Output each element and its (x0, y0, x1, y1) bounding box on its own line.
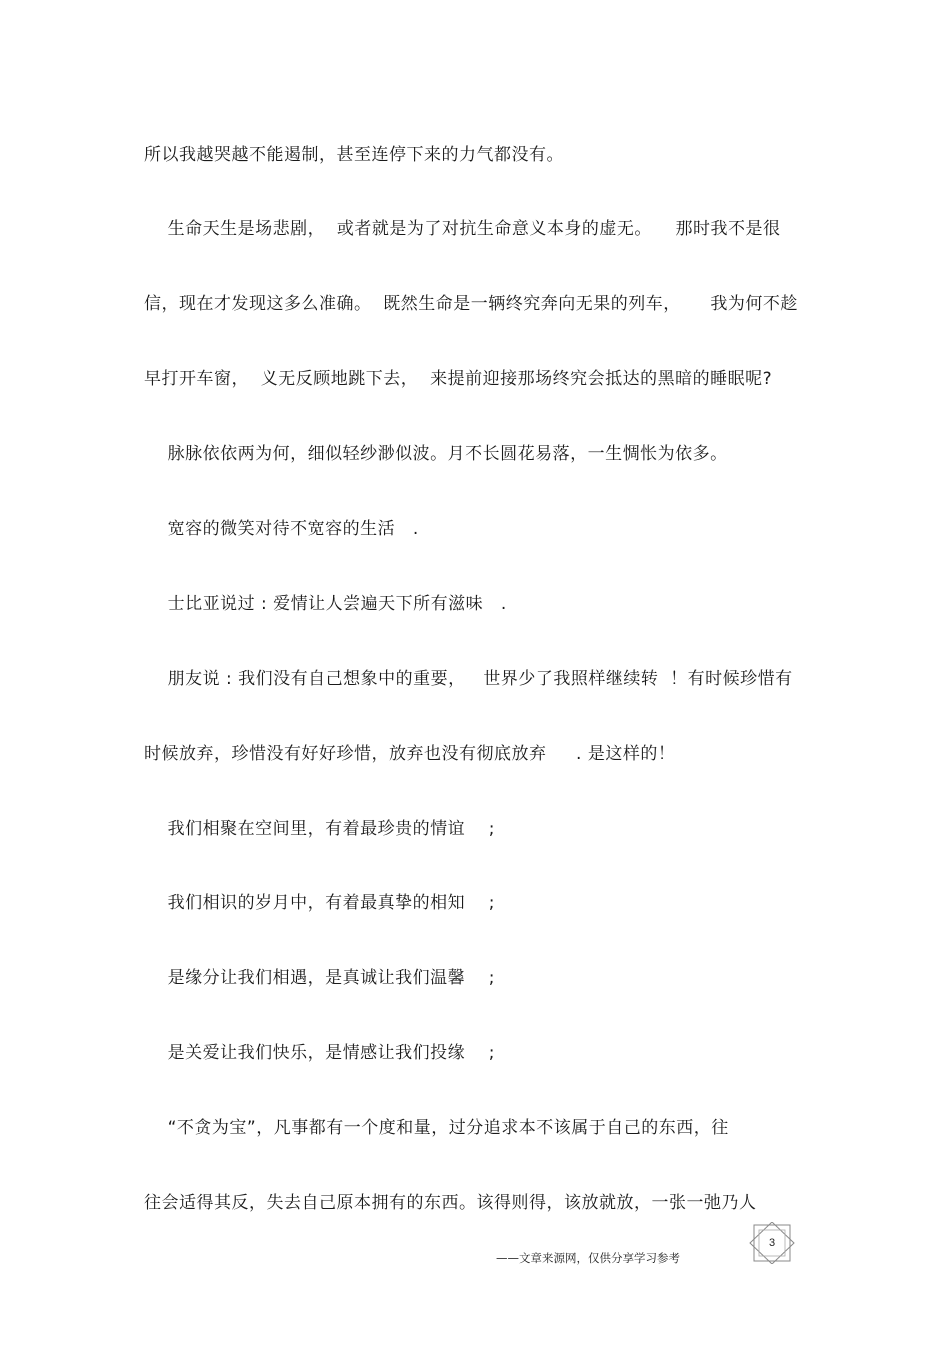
text-line-12: 是缘分让我们相遇，是真诚让我们温馨 ; (144, 968, 495, 988)
text-line-6: 宽容的微笑对待不宽容的生活 . (144, 519, 419, 539)
text-line-11: 我们相识的岁月中，有着最真挚的相知 ; (144, 893, 495, 913)
text-line-2: 生命天生是场悲剧， 或者就是为了对抗生命意义本身的虚无。 那时我不是很 (144, 219, 781, 239)
text-line-5: 脉脉依依两为何，细似轻纱渺似波。月不长圆花易落，一生惆怅为依多。 (144, 444, 728, 464)
text-line-4: 早打开车窗， 义无反顾地跳下去， 来提前迎接那场终究会抵达的黑暗的睡眠呢? (144, 369, 773, 389)
page-number: 3 (768, 1237, 776, 1249)
footer-source-note: ——文章来源网，仅供分享学习参考 (496, 1251, 680, 1265)
text-line-15: 往会适得其反，失去自己原本拥有的东西。该得则得，该放就放，一张一弛乃人 (144, 1193, 757, 1213)
text-line-14: “不贪为宝”，凡事都有一个度和量，过分追求本不该属于自己的东西，往 (144, 1118, 729, 1138)
text-line-9: 时候放弃，珍惜没有好好珍惜，放弃也没有彻底放弃 . 是这样的！ (144, 744, 676, 764)
page-number-badge (748, 1222, 796, 1264)
text-line-1: 所以我越哭越不能遏制，甚至连停下来的力气都没有。 (144, 145, 564, 165)
text-line-7: 士比亚说过 : 爱情让人尝遍天下所有滋味 . (144, 594, 507, 614)
text-line-3: 信，现在才发现这多么准确。 既然生命是一辆终究奔向无果的列车， 我为何不趁 (144, 294, 798, 314)
text-line-10: 我们相聚在空间里，有着最珍贵的情谊 ; (144, 819, 495, 839)
text-line-13: 是关爱让我们快乐，是情感让我们投缘 ; (144, 1043, 495, 1063)
text-line-8: 朋友说 : 我们没有自己想象中的重要， 世界少了我照样继续转 ！有时候珍惜有 (144, 669, 793, 689)
